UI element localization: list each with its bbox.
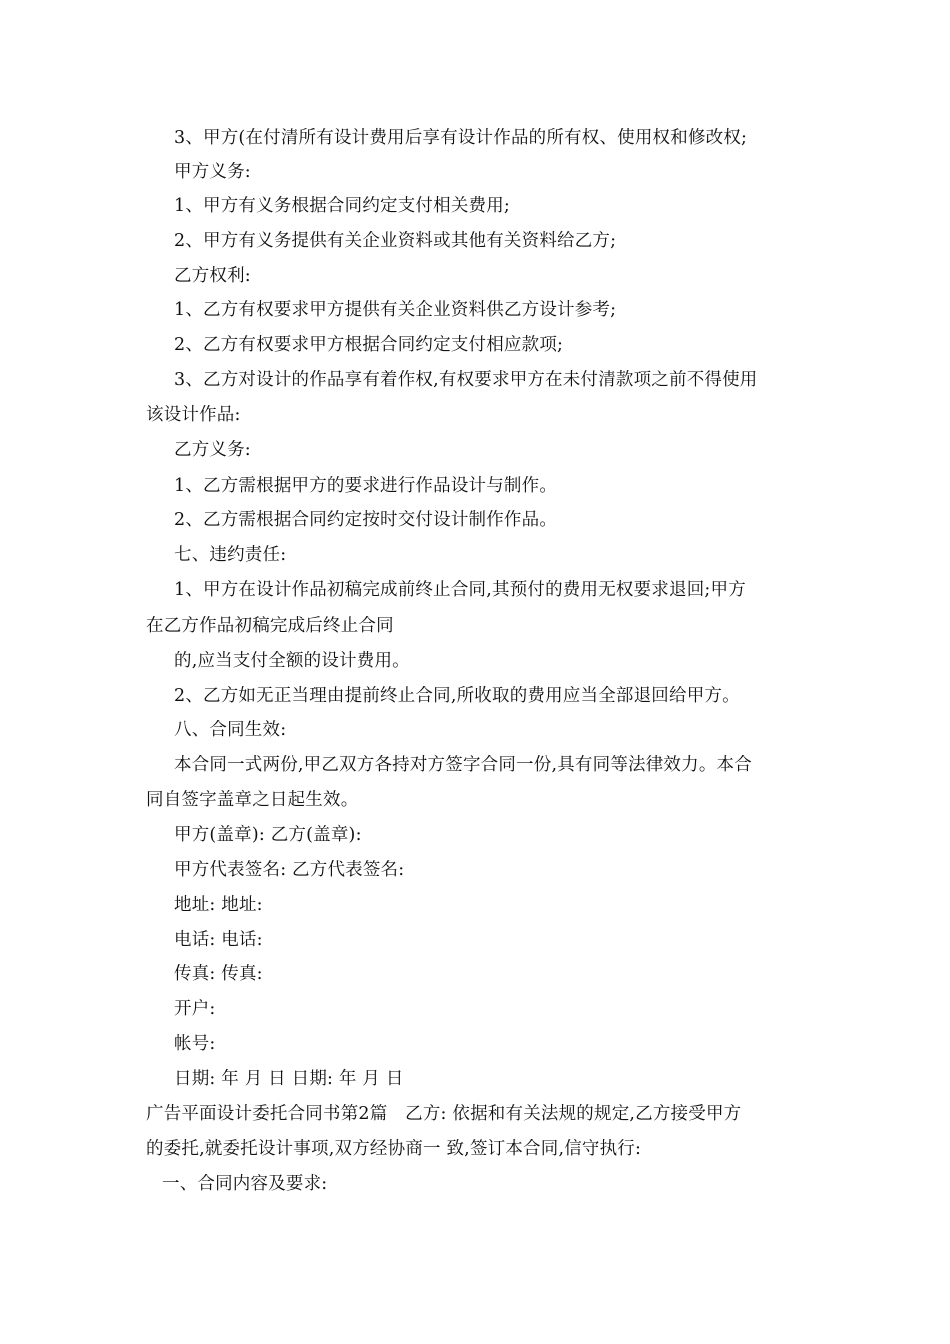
clause-party-b-right-2: 2、乙方有权要求甲方根据合同约定支付相应款项; xyxy=(174,335,564,355)
clause-effectiveness-continued: 同自签字盖章之日起生效。 xyxy=(146,790,359,810)
heading-party-b-obligations: 乙方义务: xyxy=(174,440,251,460)
bank-row: 开户: xyxy=(174,999,216,1019)
signature-representative-row: 甲方代表签名: 乙方代表签名: xyxy=(174,860,405,880)
second-contract-intro: 广告平面设计委托合同书第2篇 乙方: 依据和有关法规的规定,乙方接受甲方 xyxy=(146,1104,742,1124)
heading-party-a-obligations: 甲方义务: xyxy=(174,162,251,182)
clause-party-a-obligation-2: 2、甲方有义务提供有关企业资料或其他有关资料给乙方; xyxy=(174,231,617,251)
second-contract-intro-continued: 的委托,就委托设计事项,双方经协商一 致,签订本合同,信守执行: xyxy=(146,1139,642,1159)
clause-breach-1: 1、甲方在设计作品初稿完成前终止合同,其预付的费用无权要求退回;甲方 xyxy=(174,580,746,600)
clause-party-b-right-1: 1、乙方有权要求甲方提供有关企业资料供乙方设计参考; xyxy=(174,300,617,320)
phone-row: 电话: 电话: xyxy=(174,930,263,950)
signature-seal-row: 甲方(盖章): 乙方(盖章): xyxy=(174,825,362,845)
account-row: 帐号: xyxy=(174,1034,216,1054)
clause-party-b-obligation-2: 2、乙方需根据合同约定按时交付设计制作作品。 xyxy=(174,510,558,530)
clause-breach-1-end: 的,应当支付全额的设计费用。 xyxy=(174,651,410,671)
clause-party-b-obligation-1: 1、乙方需根据甲方的要求进行作品设计与制作。 xyxy=(174,476,558,496)
address-row: 地址: 地址: xyxy=(174,895,263,915)
date-row: 日期: 年 月 日 日期: 年 月 日 xyxy=(174,1069,404,1089)
heading-party-b-rights: 乙方权利: xyxy=(174,266,251,286)
clause-party-b-right-3-continued: 该设计作品: xyxy=(146,405,241,425)
clause-breach-1-continued: 在乙方作品初稿完成后终止合同 xyxy=(146,616,394,636)
clause-breach-2: 2、乙方如无正当理由提前终止合同,所收取的费用应当全部退回给甲方。 xyxy=(174,686,740,706)
clause-party-a-ownership: 3、甲方(在付清所有设计费用后享有设计作品的所有权、使用权和修改权; xyxy=(174,128,748,148)
section-contract-content: 一、合同内容及要求: xyxy=(162,1174,328,1194)
section-contract-effectiveness: 八、合同生效: xyxy=(174,720,287,740)
fax-row: 传真: 传真: xyxy=(174,964,263,984)
clause-party-b-right-3: 3、乙方对设计的作品享有着作权,有权要求甲方在未付清款项之前不得使用 xyxy=(174,370,758,390)
clause-effectiveness: 本合同一式两份,甲乙双方各持对方签字合同一份,具有同等法律效力。本合 xyxy=(174,755,752,775)
section-breach-liability: 七、违约责任: xyxy=(174,545,287,565)
clause-party-a-obligation-1: 1、甲方有义务根据合同约定支付相关费用; xyxy=(174,196,511,216)
